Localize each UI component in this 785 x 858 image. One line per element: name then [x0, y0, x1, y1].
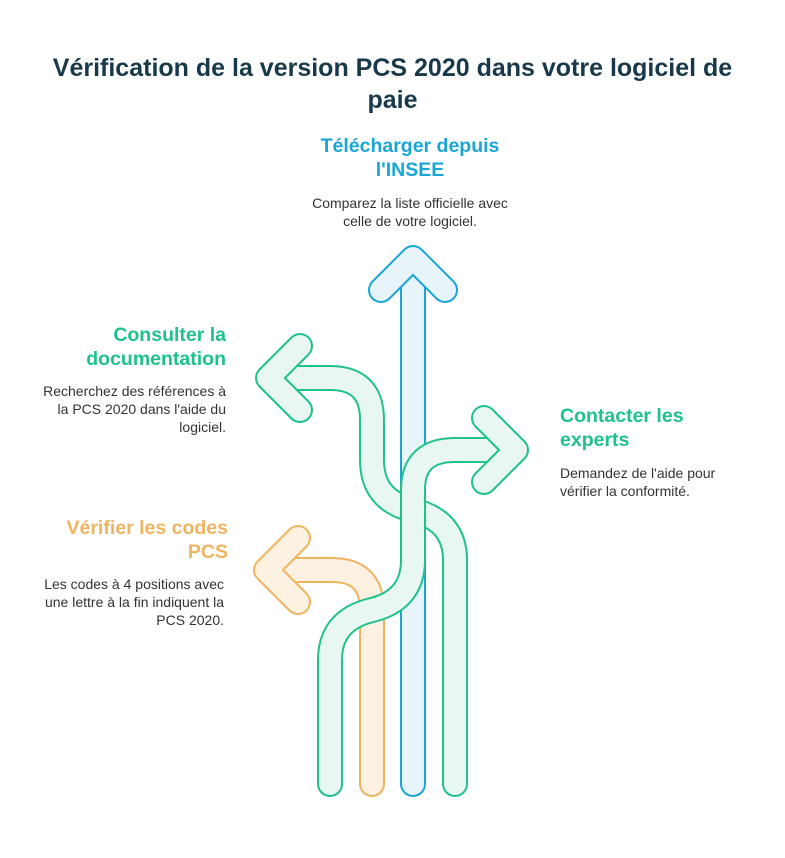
diagram-title: Vérification de la version PCS 2020 dans votre logiciel de paie	[52, 54, 733, 114]
label-contacter-experts: Contacter les experts	[560, 405, 684, 451]
label-verifier-codes: Vérifier les codes PCS	[66, 517, 228, 563]
desc-consulter-documentation: Recherchez des références à la PCS 2020 dans l'aide du logiciel.	[43, 383, 226, 435]
desc-contacter-experts: Demandez de l'aide pour vérifier la conformité.	[560, 465, 716, 499]
desc-telecharger-insee: Comparez la liste officielle avec celle de votre logiciel.	[312, 195, 508, 229]
label-consulter-documentation: Consulter la documentation	[86, 324, 226, 370]
label-telecharger-insee: Télécharger depuis l'INSEE	[320, 135, 500, 181]
desc-verifier-codes: Les codes à 4 positions avec une lettre à la fin indiquent la PCS 2020.	[44, 576, 224, 628]
